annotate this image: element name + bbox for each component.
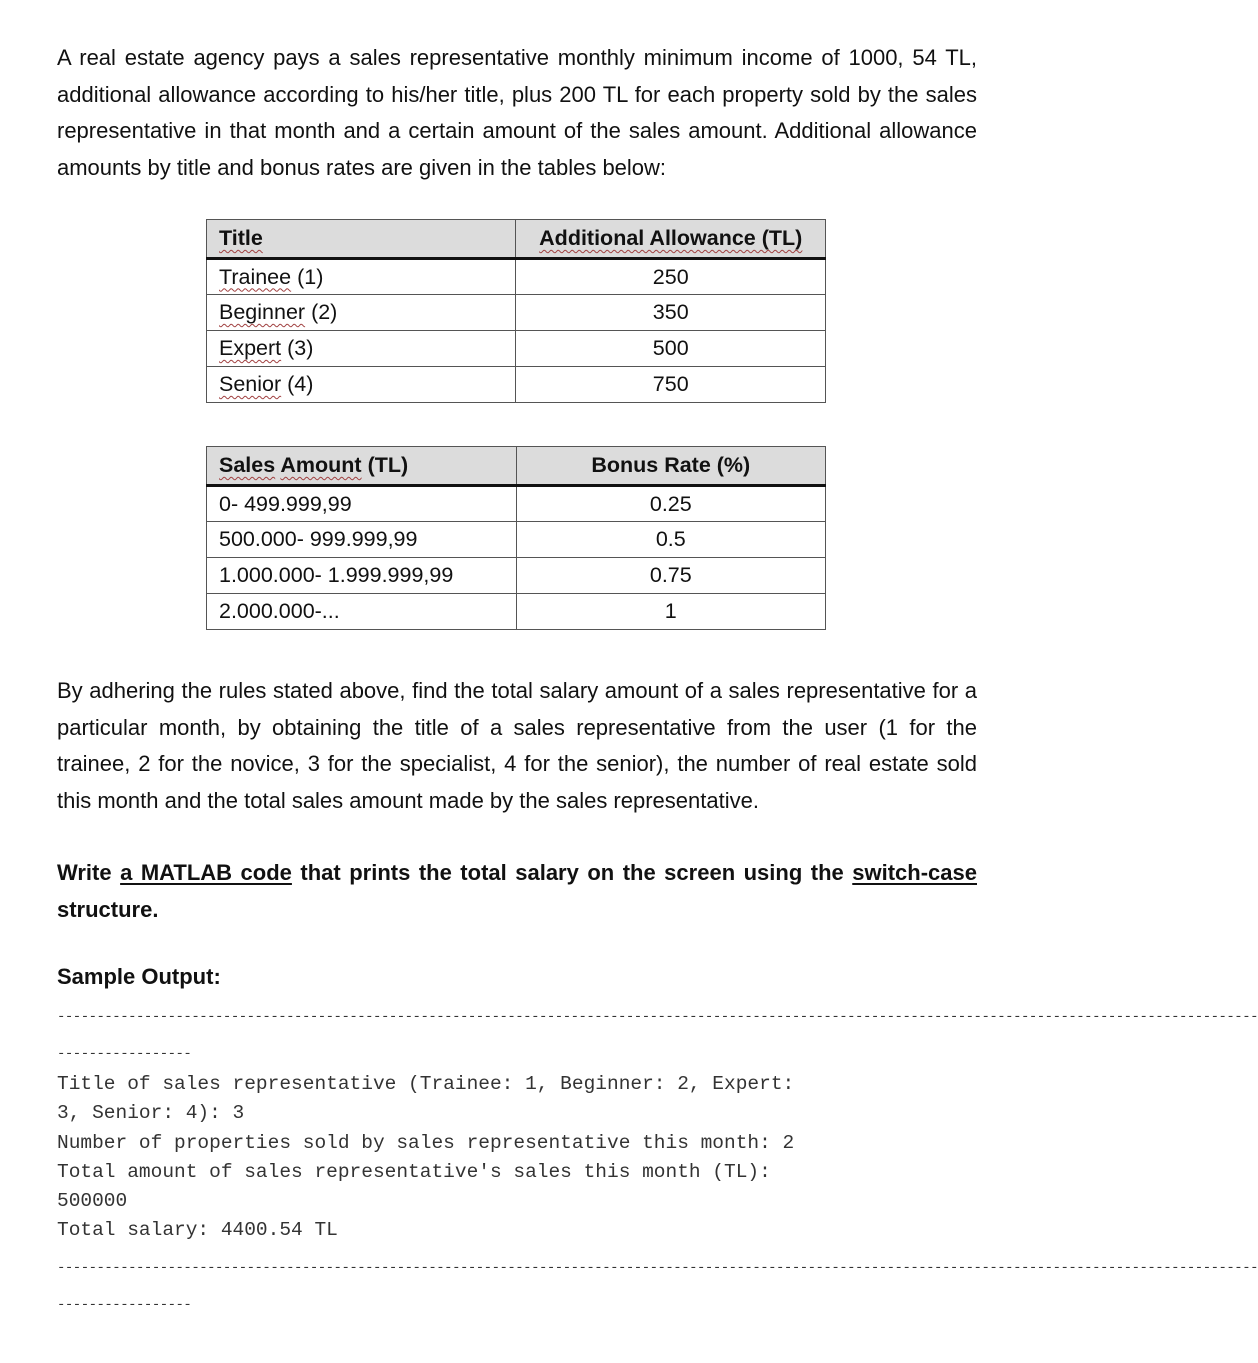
bonus-rate-cell: 1 bbox=[516, 594, 825, 630]
table-row bbox=[207, 594, 826, 630]
table-row bbox=[207, 486, 826, 522]
table-row bbox=[207, 259, 826, 295]
sales-range-cell: 500.000- 999.999,99 bbox=[207, 522, 517, 558]
sales-range-cell: 2.000.000-... bbox=[207, 594, 517, 630]
instruction-paragraph: Write a MATLAB code that prints the total salary on the screen using the switch-case structure. bbox=[57, 860, 977, 922]
separator-line: -------------------------------------------------------------------------------------------------------------------------------------------------------- bbox=[57, 1009, 1258, 1025]
sales-range-cell: 1.000.000- 1.999.999,99 bbox=[207, 558, 517, 594]
bonus-rate-cell: 0.75 bbox=[516, 558, 825, 594]
allowance-cell: 500 bbox=[516, 331, 826, 367]
header-bonus-rate: Bonus Rate (%) bbox=[516, 447, 825, 486]
task-paragraph: By adhering the rules stated above, find the total salary amount of a sales representative for a particular month, by obtaining the title of a sales representative from the user (1 for the trainee, 2 for the novice, 3 for the specialist, 4 for the senior), the number of real estate sold this month and the total sales amount made by the sales representative. bbox=[57, 678, 977, 813]
separator-line-short: ----------------- bbox=[57, 1297, 192, 1313]
table-row bbox=[207, 558, 826, 594]
table-row bbox=[207, 295, 826, 331]
table-row bbox=[207, 367, 826, 403]
table-header-row bbox=[207, 447, 826, 486]
allowance-cell: 250 bbox=[516, 259, 826, 295]
allowance-table bbox=[206, 219, 826, 403]
header-additional-allowance: Additional Allowance (TL) bbox=[516, 220, 826, 259]
title-cell: Beginner (2) bbox=[207, 295, 516, 331]
allowance-cell: 750 bbox=[516, 367, 826, 403]
sales-range-cell: 0- 499.999,99 bbox=[207, 486, 517, 522]
bonus-rate-cell: 0.5 bbox=[516, 522, 825, 558]
separator-line-short: ----------------- bbox=[57, 1046, 192, 1062]
title-cell: Trainee (1) bbox=[207, 259, 516, 295]
title-cell: Senior (4) bbox=[207, 367, 516, 403]
matlab-code-phrase: a MATLAB code bbox=[120, 860, 292, 885]
header-title: Title bbox=[207, 220, 516, 259]
table-row bbox=[207, 522, 826, 558]
table-header-row bbox=[207, 220, 826, 259]
separator-line: -------------------------------------------------------------------------------------------------------------------------------------------------------- bbox=[57, 1260, 1258, 1276]
title-cell: Expert (3) bbox=[207, 331, 516, 367]
switch-case-phrase: switch-case bbox=[852, 860, 977, 885]
bonus-rate-table bbox=[206, 446, 826, 630]
sample-output-heading: Sample Output: bbox=[57, 964, 221, 989]
intro-paragraph: A real estate agency pays a sales representative monthly minimum income of 1000, 54 TL, additional allowance according to his/her title, plus 200 TL for each property sold by the sales representative in that month and a certain amount of the sales amount. Additional allowance amounts by title and bonus rates are given in the tables below: bbox=[57, 45, 977, 180]
allowance-cell: 350 bbox=[516, 295, 826, 331]
table-row bbox=[207, 331, 826, 367]
bonus-rate-cell: 0.25 bbox=[516, 486, 825, 522]
sample-output-text: Title of sales representative (Trainee: 1, Beginner: 2, Expert: 3, Senior: 4): 3 Number of properties sold by sales representative this month: 2 Total amount of sales representative's sales this month (TL): 500000 Total salary: 4400.54 TL bbox=[57, 1073, 795, 1242]
header-sales-amount: Sales Amount (TL) bbox=[207, 447, 517, 486]
